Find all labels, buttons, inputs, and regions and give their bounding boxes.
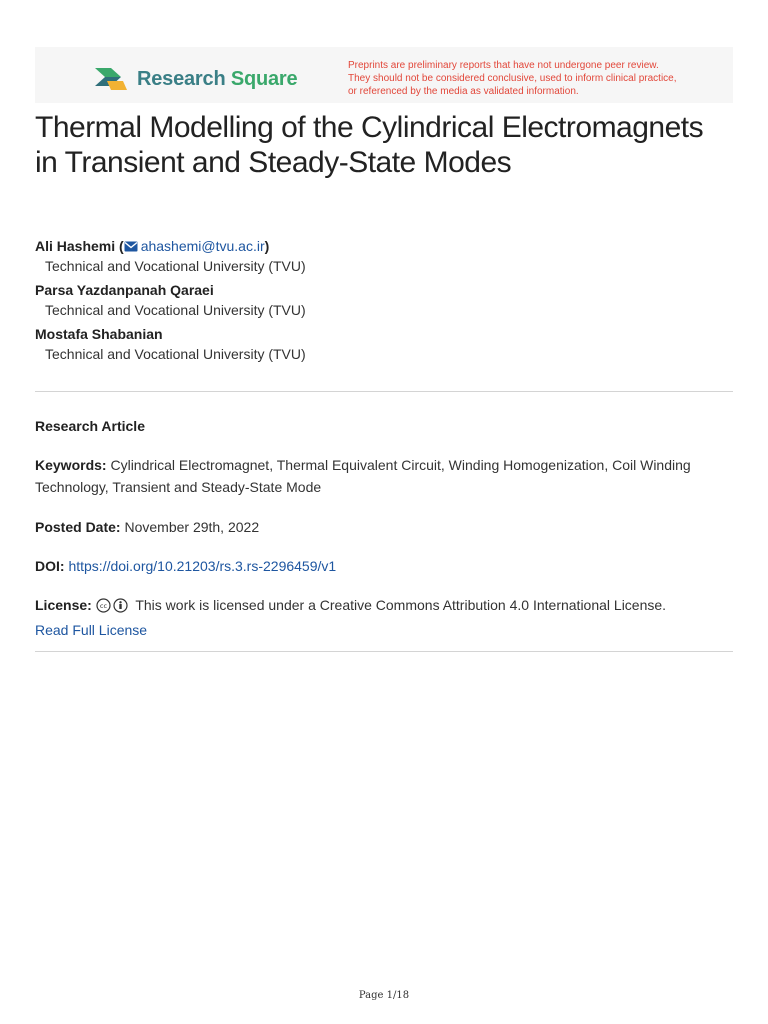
author: Ali Hashemi ( ahashemi@tvu.ac.ir) Technical and Vocational University (TVU) (35, 236, 725, 276)
research-square-logo-icon (93, 64, 129, 94)
envelope-icon (124, 241, 138, 252)
read-full-license-link[interactable]: Read Full License (35, 622, 148, 638)
notice-line: They should not be considered conclusive, used to inform clinical practice, (348, 73, 677, 84)
doi-label: DOI: (35, 558, 65, 574)
notice-line: or referenced by the media as validated information. (348, 86, 579, 97)
posted-label: Posted Date: (35, 519, 121, 535)
license-text: This work is licensed under a Creative Commons Attribution 4.0 International License. (135, 597, 667, 613)
author (35, 280, 725, 320)
article-type: Research Article (35, 418, 145, 434)
doi (35, 555, 733, 577)
author-list (35, 236, 725, 368)
author (35, 324, 725, 364)
page-number: Page 1/18 (358, 990, 410, 1001)
author-name: Mostafa Shabanian (35, 326, 163, 342)
posted-value: November 29th, 2022 (124, 519, 260, 535)
notice-line: Preprints are preliminary reports that have not undergone peer review. (348, 60, 659, 71)
divider (35, 651, 733, 652)
divider (35, 391, 733, 392)
research-square-logo[interactable] (93, 64, 297, 94)
license (35, 594, 733, 641)
author-affiliation: Technical and Vocational University (TVU) (45, 346, 306, 362)
svg-text:cc: cc (99, 602, 107, 610)
keywords (35, 454, 733, 498)
preprint-notice (348, 59, 708, 98)
keywords-label: Keywords: (35, 457, 107, 473)
author-name: Ali Hashemi (35, 238, 116, 254)
author-email-link[interactable]: ahashemi@tvu.ac.ir (124, 238, 265, 254)
author-affiliation: Technical and Vocational University (TVU) (45, 302, 306, 318)
author-name: Parsa Yazdanpanah Qaraei (35, 282, 214, 298)
logo-text: Research Square (137, 67, 298, 90)
author-affiliation: Technical and Vocational University (TVU) (45, 258, 306, 274)
cc-by-icon (96, 597, 132, 619)
posted-date (35, 516, 733, 538)
paper-title: Thermal Modelling of the Cylindrical Electromagnets in Transient and Steady-State Modes (35, 111, 704, 179)
doi-link[interactable]: https://doi.org/10.21203/rs.3.rs-2296459/v1 (68, 558, 337, 574)
keywords-value: Cylindrical Electromagnet, Thermal Equivalent Circuit, Winding Homogenization, Coil Winding Technology, Transient and Steady-State Mode (35, 457, 691, 495)
license-label: License: (35, 597, 92, 613)
